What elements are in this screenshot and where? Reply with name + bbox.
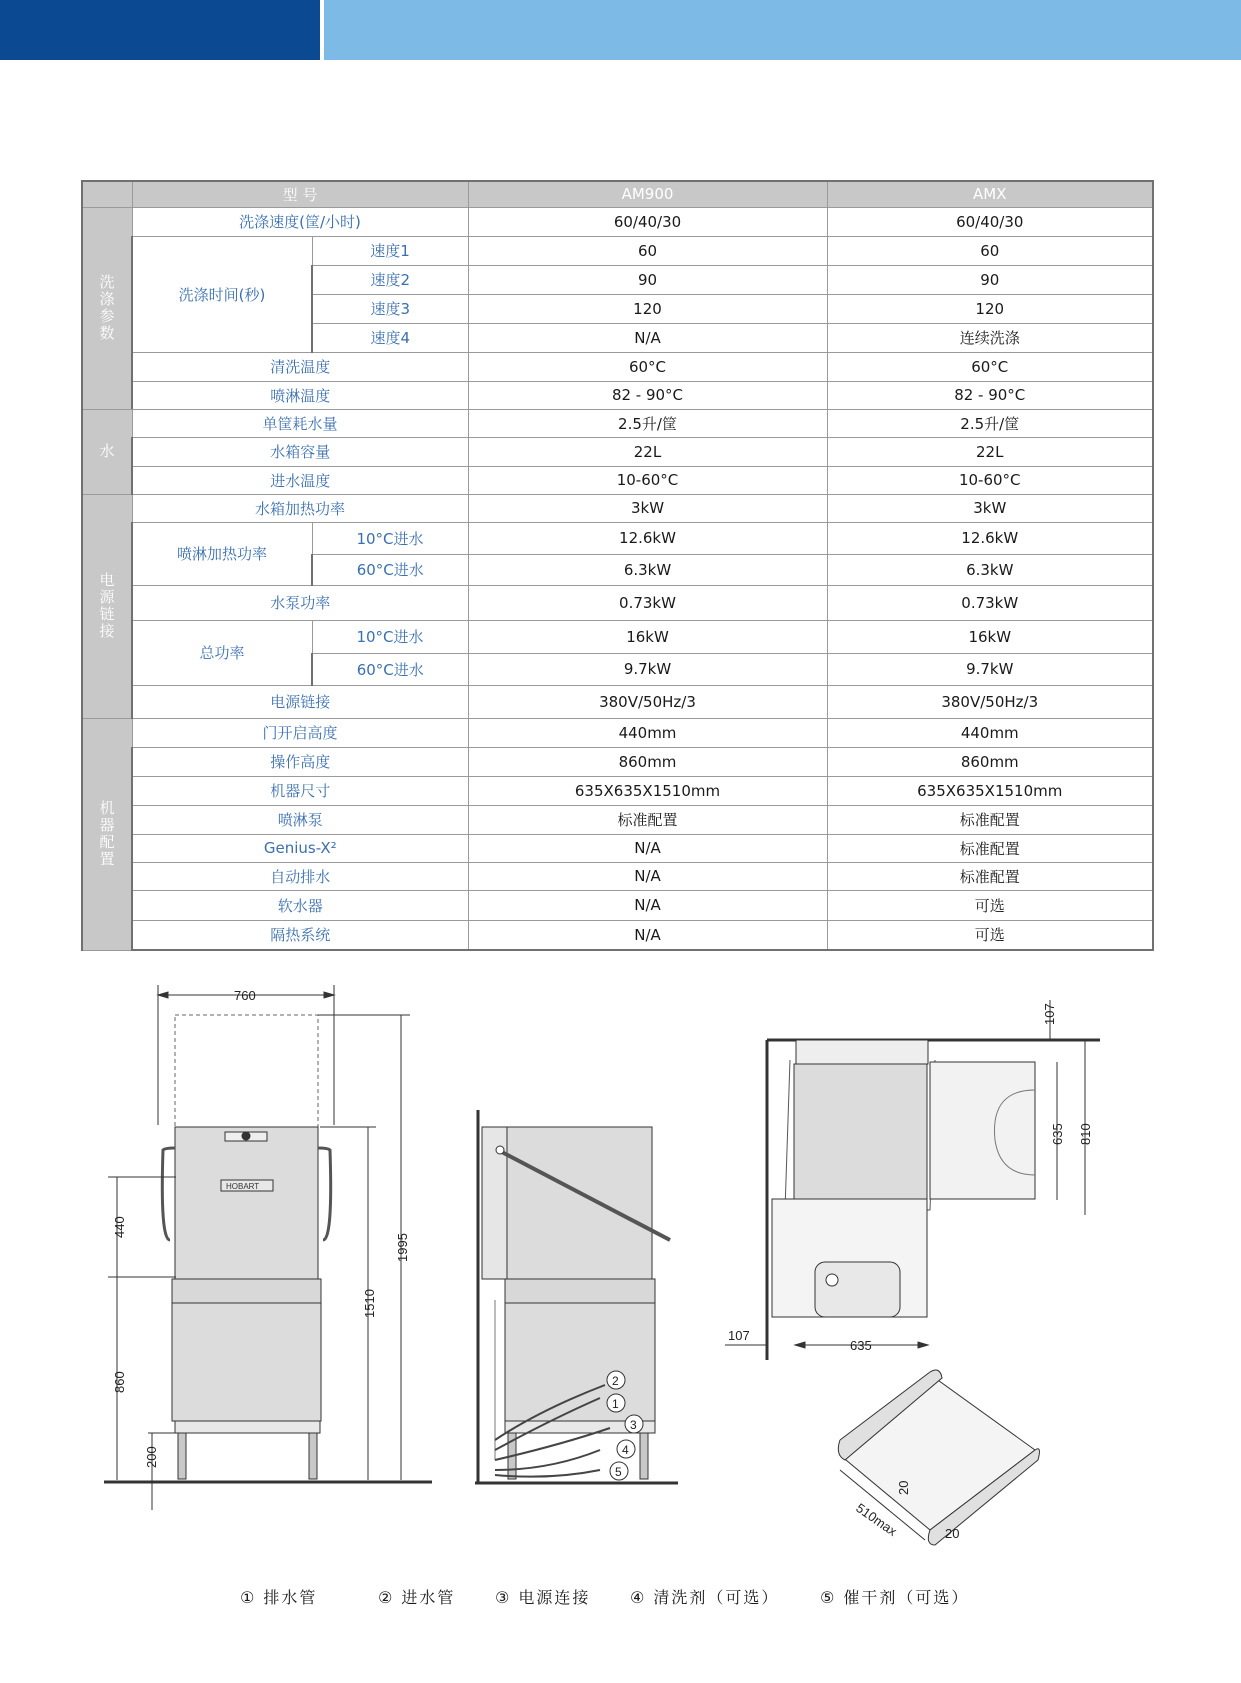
table-row: Genius-X² N/A 标准配置 [82, 834, 1153, 862]
table-row: 水泵功率 0.73kW 0.73kW [82, 585, 1153, 620]
side-view [475, 1110, 678, 1483]
callout-4: 4 [622, 1443, 629, 1457]
table-row: 洗涤参数 洗涤速度(筐/小时) 60/40/30 60/40/30 [82, 207, 1153, 236]
dim-1995: 1995 [395, 1233, 410, 1262]
table-row: 速度4 N/A 连续洗涤 [82, 323, 1153, 352]
table-row: 洗涤时间(秒) 速度1 60 60 [82, 236, 1153, 265]
dim-107-top: 107 [1042, 1003, 1057, 1025]
top-view [725, 1000, 1100, 1360]
table-row: 隔热系统 N/A 可选 [82, 920, 1153, 950]
table-row: 60°C进水 9.7kW 9.7kW [82, 653, 1153, 685]
model-amx: AMX [827, 181, 1153, 207]
callout-3: 3 [630, 1418, 637, 1432]
category-power: 电源链接 [82, 494, 132, 718]
dim-635-v: 635 [1050, 1123, 1065, 1145]
category-machine: 机器配置 [82, 718, 132, 950]
table-row: 水箱容量 22L 22L [82, 437, 1153, 466]
table-row: 清洗温度 60°C 60°C [82, 352, 1153, 381]
dim-107-left: 107 [728, 1328, 750, 1343]
table-row: 喷淋温度 82 - 90°C 82 - 90°C [82, 381, 1153, 409]
legend-drain: ① 排水管 [240, 1588, 318, 1607]
table-row: 水 单筐耗水量 2.5升/筐 2.5升/筐 [82, 409, 1153, 437]
table-row: 喷淋泵 标准配置 标准配置 [82, 805, 1153, 834]
table-row: 进水温度 10-60°C 10-60°C [82, 466, 1153, 494]
callout-1: 1 [612, 1397, 619, 1411]
front-view [104, 985, 432, 1510]
table-row: 总功率 10°C进水 16kW 16kW [82, 620, 1153, 653]
table-row: 电源链接 380V/50Hz/3 380V/50Hz/3 [82, 685, 1153, 718]
table-row: 机器配置 门开启高度 440mm 440mm [82, 718, 1153, 747]
dim-860: 860 [112, 1371, 127, 1393]
tray-view [838, 1370, 1039, 1545]
legend-dryer: ⑤ 催干剂（可选） [820, 1588, 970, 1607]
dim-760: 760 [234, 988, 256, 1003]
dim-200: 200 [144, 1446, 159, 1468]
callout-2: 2 [612, 1374, 619, 1388]
model-am900: AM900 [468, 181, 827, 207]
callout-5: 5 [615, 1465, 622, 1479]
legend-detergent: ④ 清洗剂（可选） [630, 1588, 780, 1607]
legend-power: ③ 电源连接 [495, 1588, 591, 1607]
category-water: 水 [82, 409, 132, 494]
legend-inlet: ② 进水管 [378, 1588, 456, 1607]
table-row: 喷淋加热功率 10°C进水 12.6kW 12.6kW [82, 522, 1153, 554]
table-row: 速度2 90 90 [82, 265, 1153, 294]
dim-810: 810 [1078, 1123, 1093, 1145]
dim-635-h: 635 [850, 1338, 872, 1353]
table-row: 操作高度 860mm 860mm [82, 747, 1153, 776]
category-wash: 洗涤参数 [82, 207, 132, 409]
table-row: 速度3 120 120 [82, 294, 1153, 323]
dim-20-a: 20 [896, 1480, 911, 1495]
table-row: 自动排水 N/A 标准配置 [82, 862, 1153, 890]
brand-label: HOBART [226, 1182, 260, 1191]
dim-1510: 1510 [362, 1289, 377, 1318]
table-row: 软水器 N/A 可选 [82, 890, 1153, 920]
dim-20-b: 20 [945, 1526, 960, 1541]
dim-440: 440 [112, 1216, 127, 1238]
table-row: 电源链接 水箱加热功率 3kW 3kW [82, 494, 1153, 522]
table-row: 机器尺寸 635X635X1510mm 635X635X1510mm [82, 776, 1153, 805]
model-label: 型 号 [132, 181, 468, 207]
dim-510max: 510max [853, 1500, 900, 1539]
table-row: 60°C进水 6.3kW 6.3kW [82, 554, 1153, 585]
